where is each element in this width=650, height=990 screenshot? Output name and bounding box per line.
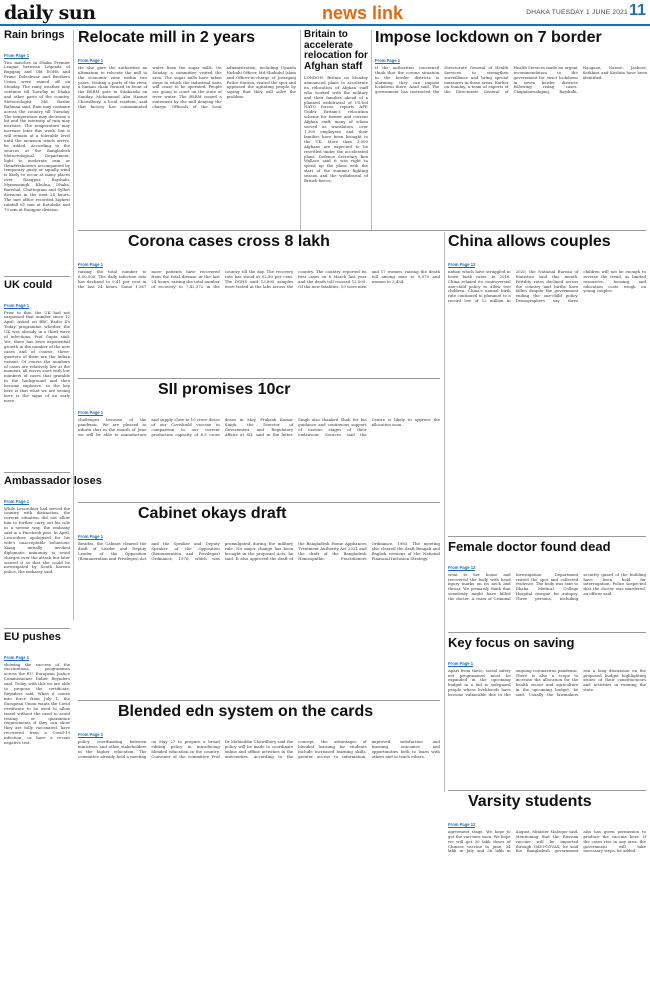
jump-label: From Page 1	[4, 302, 30, 308]
divider	[78, 700, 440, 701]
story-body: policy coordinating between ministries and other stakeholders in the higher education. The committee already held a meeting on May 27 to prepare a broad editing policy in introducing blended education in the country. Convener of the committee Prof Dr Mohiuddin Chowdhury said the policy will be made to coordinate online and offline activities in the universities. According to the concept, the advantages of blended learning for students include increased learning skills, greater access to information, improved satisfaction and learning outcomes and opportunities both to learn with others and to teach others.	[78, 738, 440, 759]
jump-label: From Page 1	[4, 498, 30, 504]
divider	[78, 502, 440, 503]
divider	[78, 378, 440, 379]
story-body: LONDON: Britain on Monday announced plans to accelerate its relocation of Afghan staff who worked with the military and their families ahead of a planned withdrawal of US-led NATO forces, reports AFP. Under Britain's relocation scheme for former and current Afghan staff, many of whom served as translators, over 1,300 employees and their families have been brought to the UK. More than 3,000 Afghans are expected to be resettled under the accelerated plans. Defence Secretary Ben Wallace said it was right to speed up the plans with the start of the summer fighting season and the withdrawal of British forces.	[304, 75, 368, 184]
jump-label: From Page 1	[4, 654, 30, 660]
story-rain-brings	[4, 30, 70, 274]
story-china-allows	[448, 234, 646, 534]
headline: Blended edn system on the cards	[118, 703, 374, 720]
dateline: DHAKA TUESDAY 1 JUNE 2021	[526, 9, 628, 16]
story-body: Besides, the Cabinet cleared the draft of Leader and Deputy Leader of the Opposition (Remuneration and Privileges) Act and the Speaker and Deputy Speaker of the Opposition (Remuneration and Privileges) Ordinance, 1976, which was promulgated during the military rule. No major change has been brought in the proposed Acts, he said. It also approved the draft of the Bangladesh Home Appliances Treatment Authority Act 2021 and the draft of the Bangladesh Homeopathic Practitioners Ordinance, 1983. The meeting also cleared the draft Bengali and English versions of the National Financial Inclusion Strategy.	[78, 540, 440, 561]
story-body: nation which have struggled to boost birth rates. In 2016, China relaxed its controversial one-child policy to allow two children. China's annual birth rate continued to plummet to a record low of 12 million in 2020, the National Bureau of Statistics said this month. Fertility rates declined across the country and births have fallen despite the government ending the one-child policy. Demographers say three children will not be enough to reverse the trend, as limited resources, housing and education costs weigh on young couples.	[448, 268, 646, 304]
jump-label: From Page 1	[78, 409, 104, 415]
story-body: Two matches in Dhaka Premier League between Legends of Rupganj and Old DOHS and Prime Doleshwar and Brothers Union were rained off on Monday. The rainy weather may continue till Tuesday in Dhaka and other parts of the country. Meteorologist Md Bazlur Rahman said, Rain may continue across the country till Tuesday. The temperature may decrease a bit and the intensity of rain may increase. The temperature may increase later this week, but it will remain at a tolerable level until the monsoon winds arrive, he added. According to the sources at the Bangladesh Meteorological Department, light to moderate rain or thundershowers accompanied by temporary gusty or squally wind is likely to occur at many places over Rangpur, Rajshahi, Mymensingh, Khulna, Dhaka, Barishal, Chattogram and Sylhet divisions in the next 24 hours. The met office recorded highest rainfall 81 mm at Kutubdia and 70 mm at Rangpur division.	[4, 59, 70, 212]
story-uk-could	[4, 280, 70, 470]
headline: Impose lockdown on 7 border	[375, 29, 602, 46]
jump-label: From Page 12	[448, 821, 476, 827]
jump-label: From Page 1	[78, 261, 104, 267]
masthead	[0, 0, 650, 26]
story-body: Apart from these, social safety net programmes must be expanded in the upcoming budget in a bid to safeguard people whose livelihoods have become vulnerable due to the ongoing coronavirus pandemic. There is also a scope to increase the allocation for the health sector and agriculture in the upcoming budget, he said. Usually the lawmakers run a long discussion on the proposed budget highlighting issues of their constituencies and activities in running the state.	[448, 667, 646, 698]
headline: Female doctor found dead	[448, 539, 611, 554]
divider	[448, 790, 646, 791]
story-body: While Lescouhier had served the country with distinction, the current situation did not allow him to further carry out his role in a serene way, the embassy said in a Facebook post. In April, Lescouhier apologised for his wife's unacceptable behaviour. Xiang initially invoked diplomatic immunity to avoid charges over the attack but later waived it so that she could be investigated by South Korean police, the embassy said.	[4, 505, 70, 575]
jump-label: From Page 12	[448, 564, 476, 570]
column-rule	[300, 30, 301, 230]
headline: Britain to accelerate relocation for Afghan staff	[304, 29, 368, 72]
divider	[448, 632, 646, 633]
story-body: Prior to this, the UK had not surpassed that number since 12 April. Asked on BBC Radio 4's Today programme whether the UK was already in a third wave of infections, Prof Gupta said: Yes, there has been exponential growth in the number of the new cases and of course, three-quarters of them are the Indian variant. Of course the numbers of cases are relatively low at the moment, all waves start with low numbers of cases that grumble in the background and then become explosive, so the key here is that what we are seeing here is the signs of an early wave.	[4, 309, 70, 403]
story-female-doctor	[448, 540, 646, 630]
divider	[4, 628, 70, 629]
story-corona-cases	[78, 234, 440, 376]
jump-label: From Page 1	[448, 660, 474, 666]
page-number: 11	[629, 2, 646, 19]
story-impose-lockdown	[375, 30, 647, 228]
story-body: challenges because of the pandemic. We are pleased to inform that in the month of June we will be able to manufacture and supply close to 10 crore doses of our Covishield vaccine in comparison to our current production capacity of 6.5 crore doses in May, Prakash Kumar Singh, the Director of Government and Regulatory Affairs at SII, said in the letter. Singh also thanked Shah for his guidance and continuous support of various stages of their endeavour. Sources said the Centre is likely to approve the allocation soon.	[78, 416, 440, 437]
story-body: He also gave the authorities an ultimatum to relocate the mill to the economic zone within two years. Visiting a parts of the river, a human chain formed in front of the BSRM gate in Sitakunda on Sunday. Mohammad Abu Hasnat Chowdhury, a local resident, said that factory has contaminated water from the sugar mills. On Sunday, a committee visited the area. The sugar mills have taken steps in which the industrial units will cease to be operated. People are going to court on the state of river water. The BSRM issued a statement by the mill denying the charge. Officials of the local administration, including Upazila Nirbahi Officer, Md Shahidul Islam and Officer-in-charge of Jorarganj Police Station, visited the spot and appeased the agitating people by saying that they will solve the problem.	[78, 64, 296, 110]
headline: Corona cases cross 8 lakh	[128, 233, 330, 250]
story-body: showing the success of the vaccinations, programmes across the EU, European Justice Commissioner Didier Reynders said. Today, with this we are able to propose the certificate, Reynders said. When it comes into force from July 1, the European Union wants the Covid certificate to be used to allow travel without the need to avoid testing or quarantine requirements if they can show they are fully vaccinated, have recovered from a Covid-19 infection, or have a recent negative test.	[4, 661, 70, 746]
newspaper-logo: daily sun	[4, 2, 96, 24]
divider	[448, 536, 646, 537]
story-body: agreement stage. We hope to get the vaccines soon. We hope we will get 30 lakh doses of Chinese vaccine in June, 34 lakh in July and 56 lakh in August, Minister Maleque said. Mentioning that the Russian vaccine will be imported through GAVI-COVAX, he said the Bangladesh government also has given permission to produce the vaccine here. If the cases rise in any area, the government will take necessary steps, he added.	[448, 828, 646, 854]
jump-label: From Page 12	[448, 261, 476, 267]
story-relocate-mill	[78, 30, 296, 228]
story-body: went to her house and recovered the body with head injury marks on its neck and throat. We primarily think that somebody might have killed the doctor. A team of Criminal Investigation Department visited the spot and collected evidence. The body was sent to Dhaka Medical College Hospital morgue for autopsy. Three persons, including security guard of the building have been held for interrogation. Police suspected that the doctor was murdered, an officer said.	[448, 571, 646, 602]
headline: UK could	[4, 279, 53, 291]
story-britain	[304, 30, 368, 228]
story-sii-promises	[78, 382, 440, 500]
divider	[4, 276, 70, 277]
divider	[4, 472, 70, 473]
story-key-focus	[448, 636, 646, 786]
jump-label: From Page 1	[78, 57, 104, 63]
jump-label: From Page 1	[4, 52, 30, 58]
headline: China allows couples	[448, 233, 611, 250]
story-blended-edn	[78, 704, 440, 980]
story-eu-pushes	[4, 632, 70, 980]
column-rule	[444, 232, 445, 792]
story-ambassador	[4, 475, 102, 626]
headline: Varsity students	[468, 793, 592, 810]
headline: Key focus on saving	[448, 635, 575, 650]
headline: Rain brings	[4, 29, 65, 41]
jump-label: From Page 1	[78, 731, 104, 737]
jump-label: From Page 1	[78, 533, 104, 539]
jump-label: From Page 1	[375, 57, 401, 63]
story-body: If the authorities concerned think that the corona situation in the border districts is alarming, they can impose lockdown there, Azad said. The government has instructed the Directorate General of Health Services to strengthen surveillance and bring special measures in those areas. Earlier on Sunday, a team of experts of the Directorate General of Health Services made an urgent recommendation to the government for strict lockdown in seven border districts following rising cases. Chapainawabganj, Rajshahi, Naogaon, Natore, Jashore, Satkhira and Kushtia have been identified.	[375, 64, 647, 95]
headline: Cabinet okays draft	[138, 505, 287, 522]
headline: SII promises 10cr	[158, 381, 291, 398]
story-varsity-students	[448, 794, 646, 980]
column-rule	[371, 30, 372, 230]
headline: Relocate mill in 2 years	[78, 29, 255, 46]
column-rule	[73, 30, 74, 620]
headline: EU pushes	[4, 631, 61, 643]
story-body: raising the total number to 8,00,000. The daily infection rate has declined to 9.41 per cent in the last 24 hours. Some 1,367 more patients have recovered from the fatal disease in the last 24 hours, raising the total number of recovery to 7,42,372 in the country till the day. The recovery rate has stood at 92.80 per cent. The DGHS said 13,895 samples were tested at the labs across the country. The country reported its first cases on 8 March last year and the death toll crossed 12,000. Of the new fatalities, 19 were men and 17 women, raising the death toll among men to 9,070 and women to 3,434.	[78, 268, 440, 289]
divider	[78, 230, 646, 231]
story-cabinet-okays	[78, 506, 440, 698]
headline: Ambassador loses	[4, 475, 102, 487]
section-title: news link	[322, 3, 404, 23]
